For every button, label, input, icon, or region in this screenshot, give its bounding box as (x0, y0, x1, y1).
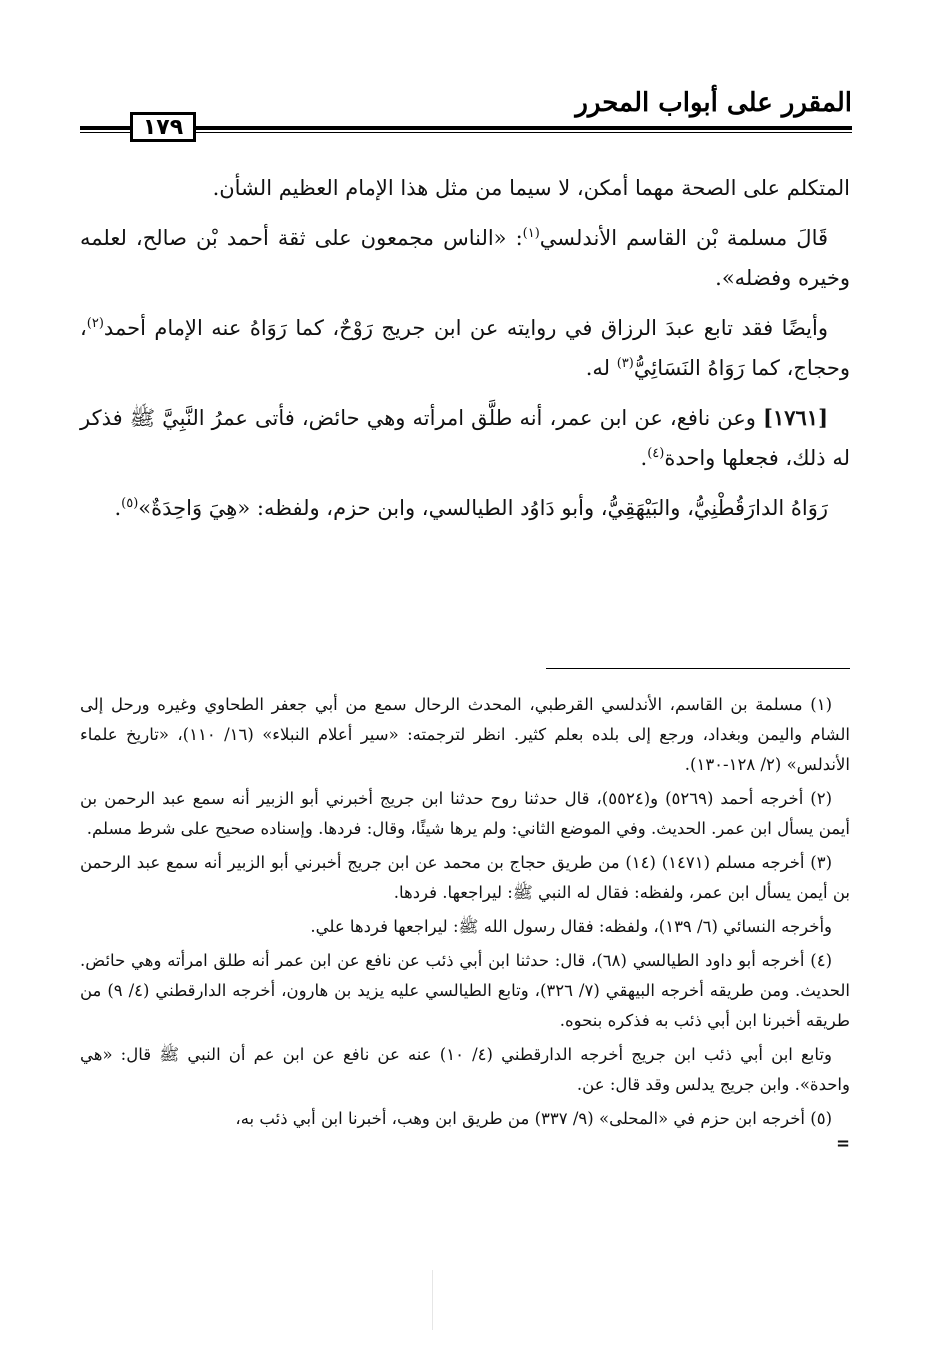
footnote-4: (٤) أخرجه أبو داود الطيالسي (٦٨)، قال: حدثنا ابن أبي ذئب عن نافع عن ابن عمر أنه طلق امرأته وهي حائض. الحديث. ومن طريقه أخرجه البيهقي (٧/ ٣٢٦)، وتابع الطيالسي عليه يزيد بن هارون، أخرجه الدارقطني (٤/ ٩) من طريقه أخبرنا ابن أبي ذئب به فذكره بنحوه. (80, 951, 850, 1030)
main-text (80, 168, 850, 538)
paragraph-2-text-a: قَالَ مسلمة بْن القاسم الأندلسي (539, 226, 829, 250)
paragraph-3-text-a: وأيضًا فقد تابع عبدَ الرزاق في روايته عن ابن جريج رَوْحٌ، كما رَوَاهُ عنه الإمام أحمد (103, 316, 828, 340)
continuation-mark: = (836, 1134, 850, 1153)
paragraph-3 (80, 308, 850, 388)
header-rule-left (80, 126, 130, 130)
paragraph-1-text: المتكلم على الصحة مهما أمكن، لا سيما من مثل هذا الإمام العظيم الشأن. (212, 176, 850, 200)
paragraph-2-text-b: : «الناس مجمعون على ثقة أحمد بْن صالح، لعلمه وخيره وفضله». (80, 226, 850, 290)
paragraph-1 (80, 168, 850, 208)
page-header (80, 88, 852, 148)
footnotes (80, 690, 850, 1154)
footnote-4-continued: وتابع ابن أبي ذئب ابن جريج أخرجه الدارقطني (٤/ ١٠) عنه عن نافع عن ابن عم أن النبي ﷺ قال: «هي واحدة». وابن جريج يدلس وقد قال: عن. (80, 1045, 850, 1094)
footnote-1: (١) مسلمة بن القاسم، الأندلسي القرطبي، المحدث الرحال سمع من أبي جعفر الطحاوي وغيره ورحل إلى الشام واليمن وبغداد، ورجع إلى بلده بعلم كثير. انظر لترجمته: «سير أعلام النبلاء» (١٦/ ١١٠)، «تاريخ علماء الأندلس» (٢/ ١٢٨-١٣٠). (80, 695, 851, 774)
footnote-ref-3: (٣) (616, 356, 634, 371)
scan-artifact-line (432, 1270, 433, 1330)
footnote-ref-5: (٥) (121, 496, 139, 511)
footnote-ref-1: (١) (522, 226, 540, 241)
running-title: المقرر على أبواب المحرر (575, 88, 852, 118)
page-number: ١٧٩ (130, 112, 196, 142)
header-rule-right (196, 126, 852, 130)
footnote-5-text: (٥) أخرجه ابن حزم في «المحلى» (٩/ ٣٣٧) من طريق ابن وهب، أخبرنا ابن أبي ذئب به، (235, 1109, 832, 1128)
hadith-text-end: . (640, 446, 648, 470)
hadith-1761 (80, 398, 850, 478)
hadith-number: [١٧٦١] (763, 405, 828, 430)
paragraph-5-text-b: . (114, 496, 122, 520)
paragraph-3-text-b: ، وحجاج، كما رَوَاهُ النَسَائِيُّ (80, 316, 850, 380)
footnote-ref-2: (٢) (86, 316, 104, 331)
footnote-separator (546, 668, 850, 669)
paragraph-3-text-c: له. (585, 356, 617, 380)
footnote-5 (80, 1104, 850, 1134)
footnote-3: (٣) أخرجه مسلم (١٤٧١) (١٤) من طريق حجاج بن محمد عن ابن جريج أخبرني أبو الزبير أنه سمع عبد الرحمن بن أيمن يسأل ابن عمر، ولفظه: فقال له النبي ﷺ: ليراجعها. فردها. (80, 853, 850, 902)
footnote-2: (٢) أخرجه أحمد (٥٢٦٩) و(٥٥٢٤)، قال حدثنا روح حدثنا ابن جريج أخبرني أبو الزبير أنه سمع عبد الرحمن بن أيمن يسأل ابن عمر. الحديث. وفي الموضع الثاني: ولم يرها شيئًا، وقال: فردها. وإسناده صحيح على شرط مسلم. (80, 789, 850, 838)
header-rule-right-thin (196, 132, 852, 133)
footnote-3-continued: وأخرجه النسائي (٦/ ١٣٩)، ولفظه: فقال رسول الله ﷺ: ليراجعها فردها علي. (310, 917, 832, 936)
footnote-ref-4: (٤) (647, 446, 665, 461)
paragraph-2 (80, 218, 850, 298)
hadith-text: وعن نافع، عن ابن عمر، أنه طلَّق امرأته وهي حائض، فأتى عمرُ النَّبِيَّ ﷺ فذكر له ذلك، فجعلها واحدة (80, 406, 850, 470)
paragraph-5-text-a: رَوَاهُ الدارَقُطْنِيُّ، والبَيْهَقِيُّ، وأبو دَاوُد الطيالسي، وابن حزم، ولفظه: «هِيَ وَاحِدَةٌ» (138, 496, 828, 520)
paragraph-5 (80, 488, 850, 528)
header-rule-left-thin (80, 132, 130, 133)
